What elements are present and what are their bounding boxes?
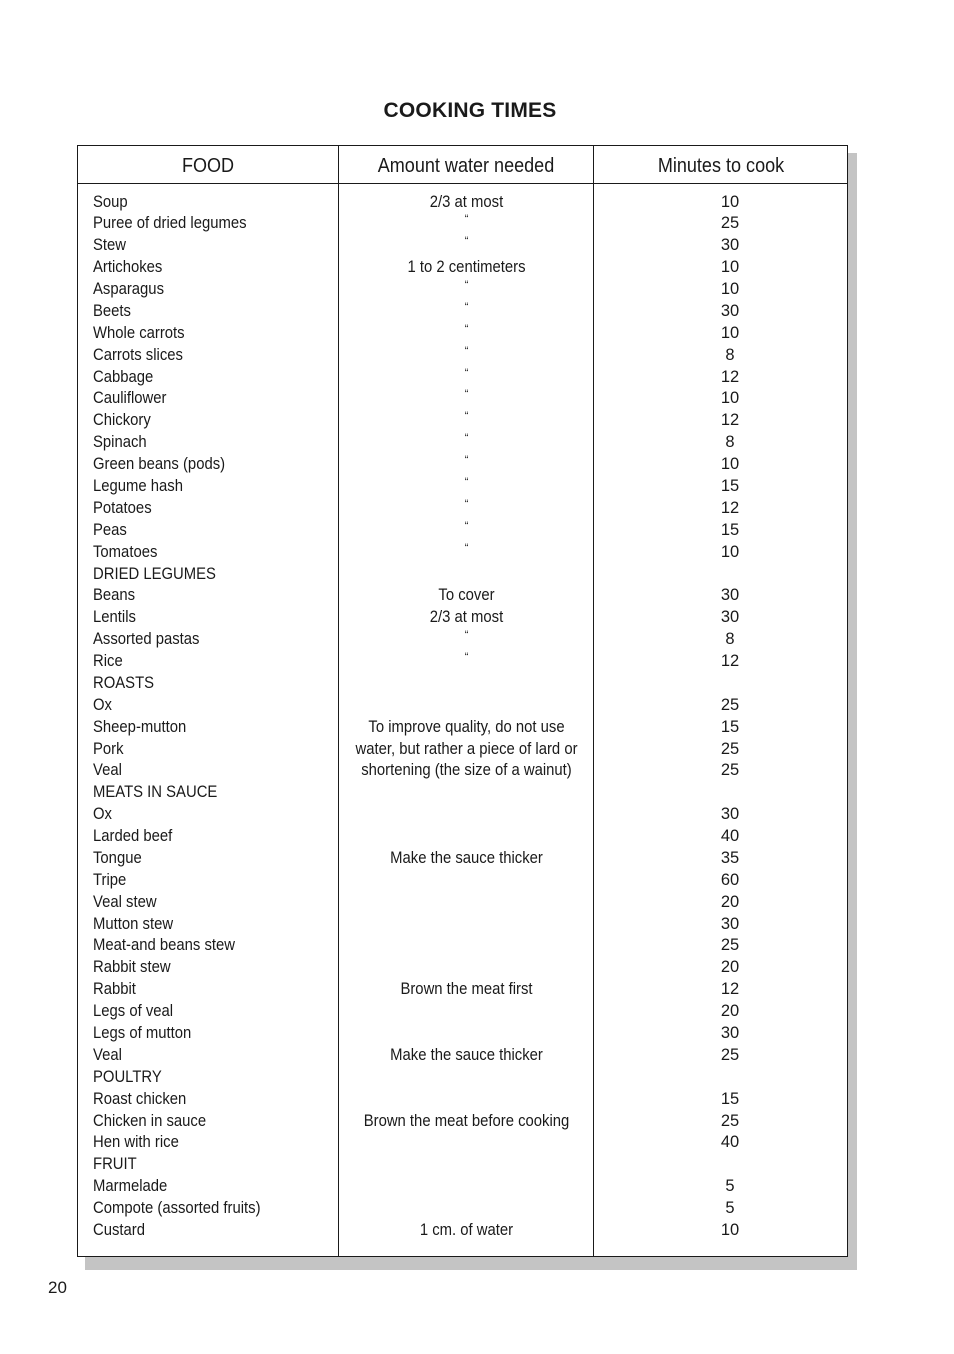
food-cell: Rabbit — [93, 980, 136, 999]
food-cell: Ox — [93, 805, 112, 824]
food-cell: Artichokes — [93, 258, 163, 277]
minutes-text: 10 — [720, 542, 740, 561]
amount-water-cell — [352, 585, 582, 607]
amount-water-text: “ — [464, 409, 469, 424]
header-food: FOOD — [181, 154, 235, 177]
food-cell: Hen with rice — [93, 1133, 179, 1152]
amount-water-cell — [352, 607, 582, 629]
minutes-cell — [594, 542, 848, 564]
minutes-text: 10 — [720, 455, 740, 474]
minutes-text: 60 — [720, 870, 740, 889]
minutes-text: 30 — [720, 1023, 740, 1042]
amount-water-cell — [352, 542, 582, 565]
amount-water-text: 1 cm. of water — [419, 1220, 514, 1239]
minutes-text: 35 — [720, 848, 740, 867]
food-cell: POULTRY — [93, 1067, 162, 1086]
food-cell: Tomatoes — [93, 542, 158, 561]
minutes-cell — [594, 520, 848, 542]
column-divider-1 — [338, 146, 339, 1256]
amount-water-text: “ — [464, 518, 469, 533]
amount-water-cell — [352, 629, 582, 652]
page-number: 20 — [48, 1278, 67, 1297]
food-cell: Roast chicken — [93, 1089, 187, 1108]
food-cell: Chickory — [93, 411, 151, 430]
amount-water-cell — [352, 301, 582, 324]
food-cell: Legs of mutton — [93, 1023, 192, 1042]
minutes-cell — [594, 323, 848, 345]
amount-water-text: “ — [464, 343, 469, 358]
minutes-text: 20 — [720, 958, 740, 977]
food-cell: Soup — [93, 192, 128, 211]
minutes-cell — [594, 1067, 848, 1089]
minutes-cell — [594, 192, 848, 214]
minutes-text: 10 — [720, 280, 740, 298]
amount-water-text: Make the sauce thicker — [390, 848, 543, 867]
food-cell: Stew — [93, 236, 127, 255]
amount-water-cell — [352, 1111, 582, 1133]
minutes-cell — [594, 717, 848, 739]
minutes-cell — [594, 367, 848, 389]
minutes-cell — [594, 454, 848, 476]
minutes-cell — [594, 301, 848, 323]
minutes-cell — [594, 1001, 848, 1023]
minutes-cell — [594, 257, 848, 279]
minutes-text: 20 — [720, 892, 740, 911]
food-cell: Ox — [93, 695, 112, 714]
minutes-cell — [594, 1198, 848, 1220]
food-cell: Lentils — [93, 608, 136, 627]
food-cell: Legs of veal — [93, 1002, 174, 1021]
amount-water-text: “ — [464, 321, 469, 336]
minutes-text: 15 — [720, 476, 740, 495]
minutes-text: 15 — [720, 717, 740, 736]
amount-water-text: “ — [464, 628, 469, 643]
header-divider — [78, 183, 847, 184]
minutes-text: 25 — [720, 1045, 740, 1064]
amount-water-text: “ — [464, 431, 469, 446]
amount-water-cell — [352, 410, 582, 433]
food-cell: Green beans (pods) — [93, 455, 226, 474]
food-cell: Larded beef — [93, 827, 173, 845]
amount-water-text: “ — [464, 234, 469, 249]
minutes-text: 10 — [720, 192, 740, 211]
food-cell: Carrots slices — [93, 345, 183, 364]
food-cell: DRIED LEGUMES — [93, 564, 216, 583]
minutes-cell — [594, 1154, 848, 1176]
minutes-cell — [594, 1132, 848, 1154]
amount-water-text: “ — [464, 496, 469, 511]
amount-water-text: To improve quality, do not use — [368, 717, 565, 736]
minutes-cell — [594, 1089, 848, 1111]
minutes-cell — [594, 476, 848, 498]
food-cell: Custard — [93, 1220, 146, 1239]
amount-water-cell — [352, 432, 582, 455]
minutes-cell — [594, 432, 848, 454]
amount-water-cell — [352, 279, 582, 302]
food-cell: Pork — [93, 739, 124, 758]
food-cell: Tongue — [93, 848, 142, 867]
food-cell: Spinach — [93, 433, 147, 452]
amount-water-text: “ — [464, 299, 469, 314]
minutes-text: 30 — [720, 586, 740, 605]
food-cell: Cabbage — [93, 367, 154, 386]
minutes-cell — [594, 870, 848, 892]
amount-water-text: “ — [464, 650, 469, 664]
minutes-cell — [594, 498, 848, 520]
food-cell: Veal — [93, 761, 122, 780]
amount-water-cell — [352, 651, 582, 674]
minutes-cell — [594, 279, 848, 301]
amount-water-text: Brown the meat before cooking — [363, 1111, 570, 1130]
minutes-cell — [594, 979, 848, 1001]
minutes-cell — [594, 607, 848, 629]
amount-water-cell — [352, 367, 582, 390]
food-cell: Beans — [93, 586, 136, 605]
minutes-cell — [594, 345, 848, 367]
minutes-text: 40 — [720, 1133, 740, 1152]
amount-water-cell — [352, 388, 582, 411]
minutes-text: 25 — [720, 739, 740, 758]
amount-water-cell — [352, 498, 582, 521]
minutes-text: 8 — [725, 345, 735, 364]
food-cell: Potatoes — [93, 498, 152, 517]
minutes-cell — [594, 1176, 848, 1198]
food-cell: Compote (assorted fruits) — [93, 1199, 261, 1217]
minutes-text: 5 — [725, 1199, 735, 1217]
minutes-text: 30 — [720, 236, 740, 255]
minutes-text: 8 — [725, 433, 735, 452]
header-amount-water: Amount water needed — [377, 154, 555, 177]
amount-water-cell — [352, 192, 582, 214]
amount-water-text: Make the sauce thicker — [390, 1045, 543, 1064]
minutes-text: 12 — [720, 498, 740, 517]
amount-water-cell — [352, 213, 582, 236]
minutes-text: 5 — [725, 1177, 735, 1196]
food-cell: MEATS IN SAUCE — [93, 783, 218, 802]
food-cell: Puree of dried legumes — [93, 214, 247, 233]
minutes-cell — [594, 629, 848, 651]
minutes-cell — [594, 760, 848, 782]
minutes-cell — [594, 957, 848, 979]
minutes-text: 40 — [720, 827, 740, 845]
amount-water-cell — [352, 739, 582, 761]
food-cell: Tripe — [93, 870, 127, 889]
minutes-cell — [594, 914, 848, 936]
minutes-cell — [594, 235, 848, 257]
minutes-cell — [594, 804, 848, 826]
amount-water-text: 2/3 at most — [429, 608, 504, 627]
food-cell: Assorted pastas — [93, 630, 200, 649]
amount-water-cell — [352, 476, 582, 499]
food-cell: ROASTS — [93, 673, 155, 692]
minutes-cell — [594, 826, 848, 848]
minutes-cell — [594, 1045, 848, 1067]
food-cell: Asparagus — [93, 280, 165, 298]
food-cell: Sheep-mutton — [93, 717, 187, 736]
minutes-text: 8 — [725, 630, 735, 649]
amount-water-cell — [352, 520, 582, 543]
amount-water-cell — [352, 345, 582, 368]
minutes-text: 10 — [720, 1220, 740, 1239]
amount-water-text: “ — [464, 212, 469, 227]
amount-water-cell — [352, 323, 582, 346]
minutes-text: 30 — [720, 805, 740, 824]
amount-water-text: “ — [464, 540, 469, 555]
minutes-cell — [594, 782, 848, 804]
amount-water-text: shortening (the size of a wainut) — [361, 761, 572, 780]
minutes-text: 25 — [720, 761, 740, 780]
minutes-text: 12 — [720, 411, 740, 430]
minutes-text: 30 — [720, 608, 740, 627]
minutes-text: 10 — [720, 389, 740, 408]
header-minutes: Minutes to cook — [657, 154, 785, 177]
amount-water-cell — [352, 1220, 582, 1242]
minutes-cell — [594, 1111, 848, 1133]
minutes-cell — [594, 739, 848, 761]
minutes-text: 30 — [720, 914, 740, 933]
food-cell: Meat-and beans stew — [93, 936, 235, 955]
amount-water-text: “ — [464, 387, 469, 402]
minutes-text: 12 — [720, 980, 740, 999]
minutes-text: 15 — [720, 1089, 740, 1108]
amount-water-cell — [352, 1045, 582, 1067]
minutes-text: 25 — [720, 695, 740, 714]
food-cell: Legume hash — [93, 476, 183, 495]
food-cell: Beets — [93, 301, 131, 320]
minutes-text: 10 — [720, 258, 740, 277]
minutes-cell — [594, 1220, 848, 1242]
amount-water-text: Brown the meat first — [400, 980, 533, 999]
minutes-cell — [594, 673, 848, 695]
minutes-text: 25 — [720, 214, 740, 233]
minutes-text: 15 — [720, 520, 740, 539]
minutes-text: 12 — [720, 367, 740, 386]
minutes-text: 12 — [720, 652, 740, 670]
food-cell: Peas — [93, 520, 127, 539]
minutes-cell — [594, 388, 848, 410]
minutes-cell — [594, 935, 848, 957]
food-cell: Mutton stew — [93, 914, 174, 933]
minutes-cell — [594, 213, 848, 235]
minutes-cell — [594, 651, 848, 673]
minutes-cell — [594, 695, 848, 717]
minutes-text: 30 — [720, 301, 740, 320]
minutes-text: 10 — [720, 323, 740, 342]
food-cell: Cauliflower — [93, 389, 167, 408]
food-cell: Veal stew — [93, 892, 157, 911]
minutes-cell — [594, 848, 848, 870]
amount-water-text: water, but rather a piece of lard or — [355, 739, 578, 758]
amount-water-cell — [352, 257, 582, 279]
page-title: COOKING TIMES — [383, 99, 557, 122]
amount-water-text: “ — [464, 453, 469, 468]
amount-water-text: “ — [464, 278, 469, 292]
food-cell: FRUIT — [93, 1155, 137, 1174]
minutes-cell — [594, 585, 848, 607]
amount-water-text: 2/3 at most — [429, 192, 504, 211]
amount-water-cell — [352, 717, 582, 739]
amount-water-text: 1 to 2 centimeters — [407, 258, 526, 277]
minutes-text: 20 — [720, 1002, 740, 1021]
amount-water-cell — [352, 760, 582, 782]
food-cell: Chicken in sauce — [93, 1111, 207, 1130]
minutes-cell — [594, 410, 848, 432]
amount-water-cell — [352, 848, 582, 870]
amount-water-cell — [352, 454, 582, 477]
minutes-text: 25 — [720, 1111, 740, 1130]
amount-water-cell — [352, 979, 582, 1001]
minutes-text: 25 — [720, 936, 740, 955]
amount-water-cell — [352, 235, 582, 258]
food-cell: Rabbit stew — [93, 958, 171, 977]
cooking-times-table — [77, 145, 848, 1257]
food-cell: Veal — [93, 1045, 122, 1064]
minutes-cell — [594, 564, 848, 586]
food-cell: Rice — [93, 652, 123, 670]
minutes-cell — [594, 892, 848, 914]
minutes-cell — [594, 1023, 848, 1045]
amount-water-text: “ — [464, 365, 469, 380]
food-cell: Marmelade — [93, 1177, 168, 1196]
food-cell: Whole carrots — [93, 323, 185, 342]
amount-water-text: “ — [464, 474, 469, 489]
amount-water-text: To cover — [438, 586, 495, 605]
